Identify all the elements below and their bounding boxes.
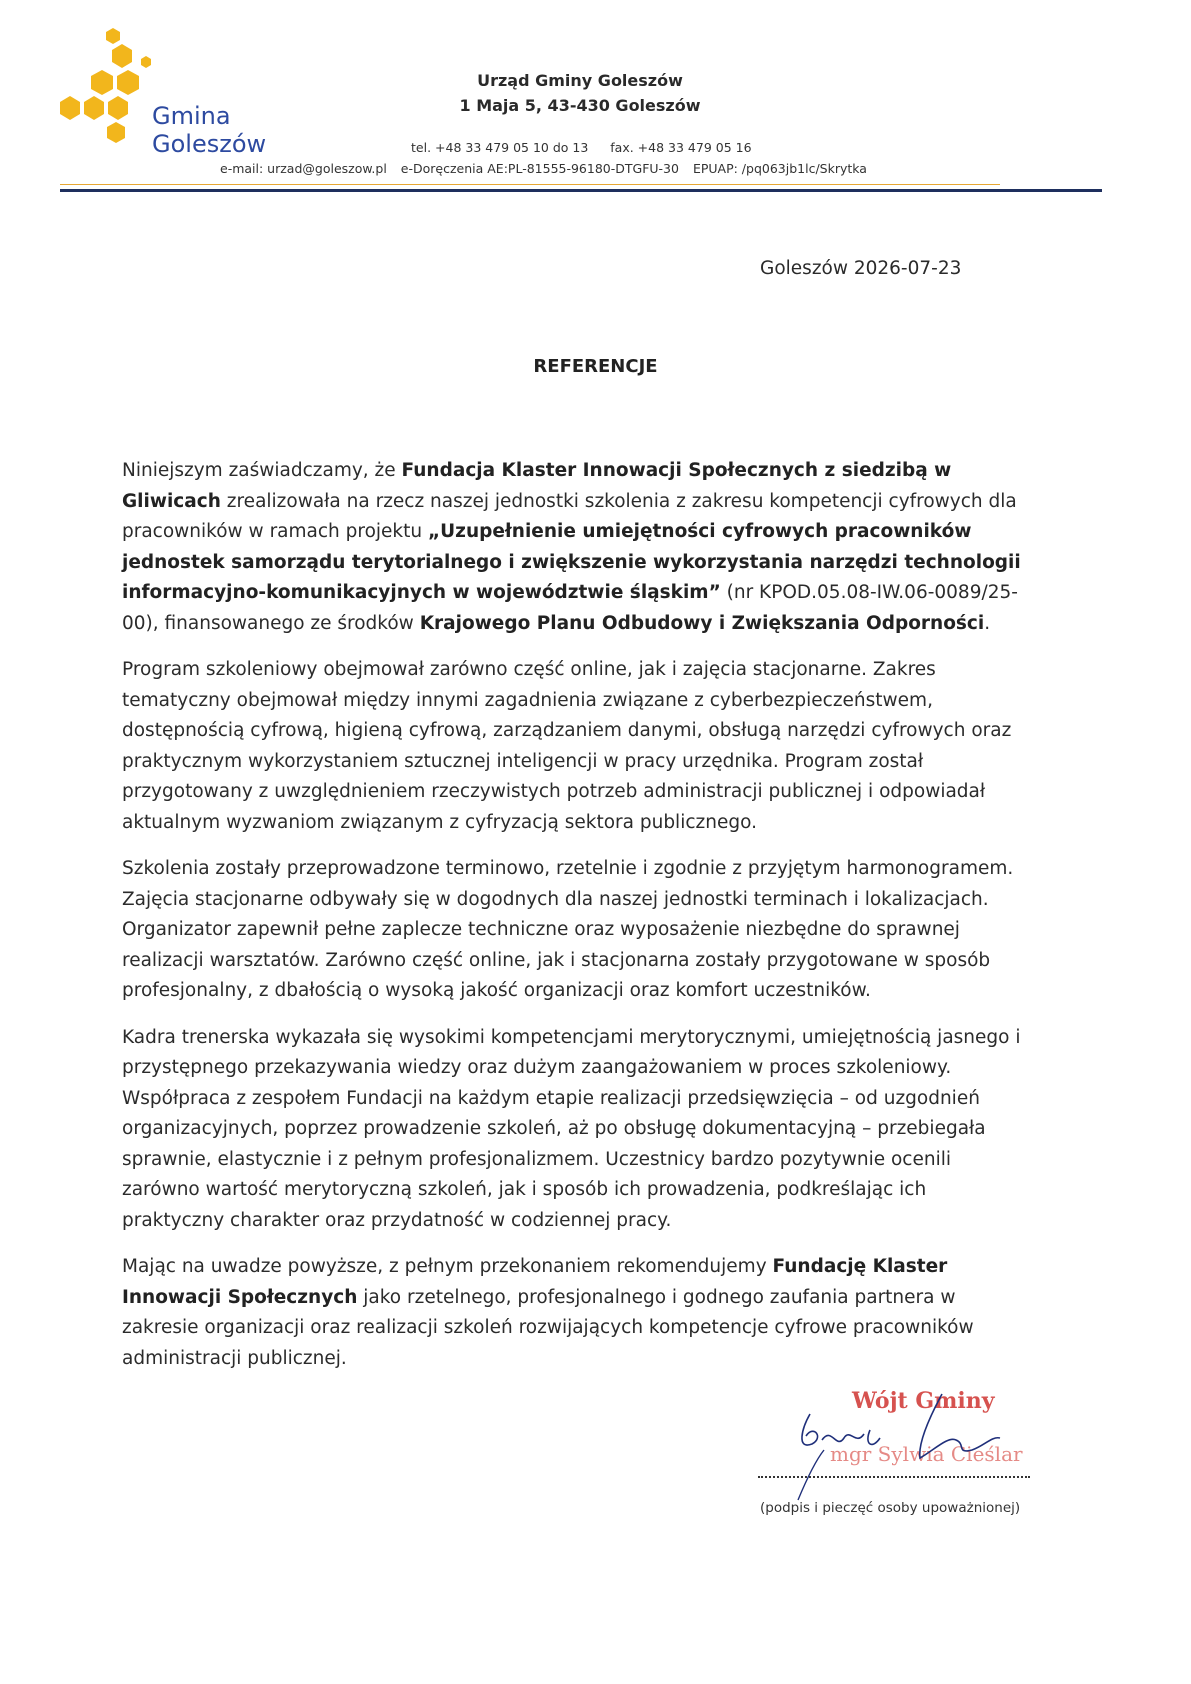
p1-text-4: . xyxy=(984,612,991,634)
fax-number: fax. +48 33 479 05 16 xyxy=(610,140,752,155)
stamp-name: mgr Sylwia Cieślar xyxy=(830,1442,1023,1466)
signature-caption: (podpis i pieczęć osoby upoważnionej) xyxy=(760,1500,1021,1516)
contact-phone-line xyxy=(411,140,770,155)
p1-bold-project: „Uzupełnienie umiejętności cyfrowych pracowników jednostek samorządu terytorialnego i zwiększenie wykorzystania narzędzi technologii informacyjno-komunikacyjnych w województwie śląskim” xyxy=(122,521,1021,603)
logo-line-1: Gmina xyxy=(152,102,231,130)
p5-text-2: jako rzetelnego, profesjonalnego i godnego zaufania partnera w zakresie organizacji oraz realizacji szkoleń rozwijających kompetencje cyfrowe pracowników administracji publicznej. xyxy=(122,1286,974,1369)
office-address: 1 Maja 5, 43-430 Goleszów xyxy=(459,96,701,115)
office-name: Urząd Gminy Goleszów xyxy=(477,71,683,90)
header-divider-orange xyxy=(60,184,1000,185)
office-header xyxy=(400,68,760,118)
header-divider-navy xyxy=(60,189,1102,192)
document-title: REFERENCJE xyxy=(533,356,658,377)
signature-block xyxy=(752,1380,1052,1540)
logo-wordmark xyxy=(152,102,266,158)
paragraph-5 xyxy=(122,1252,1027,1374)
p1-text-2: zrealizowała na rzecz naszej jednostki szkolenia z zakresu kompetencji cyfrowych dla pracowników w ramach projektu xyxy=(122,490,1017,542)
p1-bold-kpo: Krajowego Planu Odbudowy i Zwiększania Odporności xyxy=(419,612,985,634)
p5-text-1: Mając na uwadze powyższe, z pełnym przekonaniem rekomendujemy xyxy=(122,1256,773,1277)
paragraph-3: Szkolenia zostały przeprowadzone terminowo, rzetelnie i zgodnie z przyjętym harmonogramem. Zajęcia stacjonarne odbywały się w dogodnych dla naszej jednostki terminach i lokalizacjach. Organizator zapewnił pełne zaplecze techniczne oraz wyposażenie niezbędne do sprawnej realizacji warsztatów. Zarówno część online, jak i stacjonarna zostały przygotowane w sposób profesjonalny, z dbałością o wysoką jakość organizacji oraz komfort uczestników. xyxy=(122,858,1014,1001)
p1-bold-foundation: Fundacja Klaster Innowacji Społecznych z siedzibą w Gliwicach xyxy=(122,460,952,512)
letter-body xyxy=(122,456,1027,1390)
handwritten-signature-icon xyxy=(752,1380,1052,1540)
paragraph-2: Program szkoleniowy obejmował zarówno część online, jak i zajęcia stacjonarne. Zakres tematyczny obejmował między innymi zagadnienia związane z cyberbezpieczeństwem, dostępnością cyfrową, higieną cyfrową, zarządzaniem danymi, obsługą narzędzi cyfrowych oraz praktycznym wykorzystaniem sztucznej inteligencji w pracy urzędnika. Program został przygotowany z uwzględnieniem rzeczywistych potrzeb administracji publicznej i odpowiadał aktualnym wyzwaniom związanym z cyfryzacją sektora publicznego. xyxy=(122,659,1012,833)
p1-text-1: Niniejszym zaświadczamy, że xyxy=(122,460,402,481)
edoreczenia-address: e-Doręczenia AE:PL-81555-96180-DTGFU-30 xyxy=(400,161,679,176)
epuap-address: EPUAP: /pq063jb1lc/Skrytka xyxy=(692,161,867,176)
stamp-title: Wójt Gminy xyxy=(852,1388,995,1414)
signature-line xyxy=(758,1476,1030,1478)
paragraph-1 xyxy=(122,456,1027,639)
p5-bold-foundation: Fundację Klaster Innowacji Społecznych xyxy=(122,1256,948,1308)
phone-number: tel. +48 33 479 05 10 do 13 xyxy=(411,140,589,155)
document-date: Goleszów 2026-07-23 xyxy=(760,258,962,279)
paragraph-4: Kadra trenerska wykazała się wysokimi kompetencjami merytorycznymi, umiejętnością jasnego i przystępnego przekazywania wiedzy oraz dużym zaangażowaniem w proces szkoleniowy. Współpraca z zespołem Fundacji na każdym etapie realizacji przedsięwzięcia – od uzgodnień organizacyjnych, poprzez prowadzenie szkoleń, aż po obsługę dokumentacyjną – przebiegała sprawnie, elastycznie i z pełnym profesjonalizmem. Uczestnicy bardzo pozytywnie ocenili zarówno wartość merytoryczną szkoleń, jak i sposób ich prowadzenia, podkreślając ich praktyczny charakter oraz przydatność w codziennej pracy. xyxy=(122,1026,1021,1231)
email-address: e-mail: urzad@goleszow.pl xyxy=(220,161,387,176)
contact-electronic-line xyxy=(220,161,877,176)
p1-text-3: (nr KPOD.05.08-IW.06-0089/25-00), finansowanego ze środków xyxy=(122,582,1018,634)
logo-line-2: Goleszów xyxy=(152,130,267,158)
